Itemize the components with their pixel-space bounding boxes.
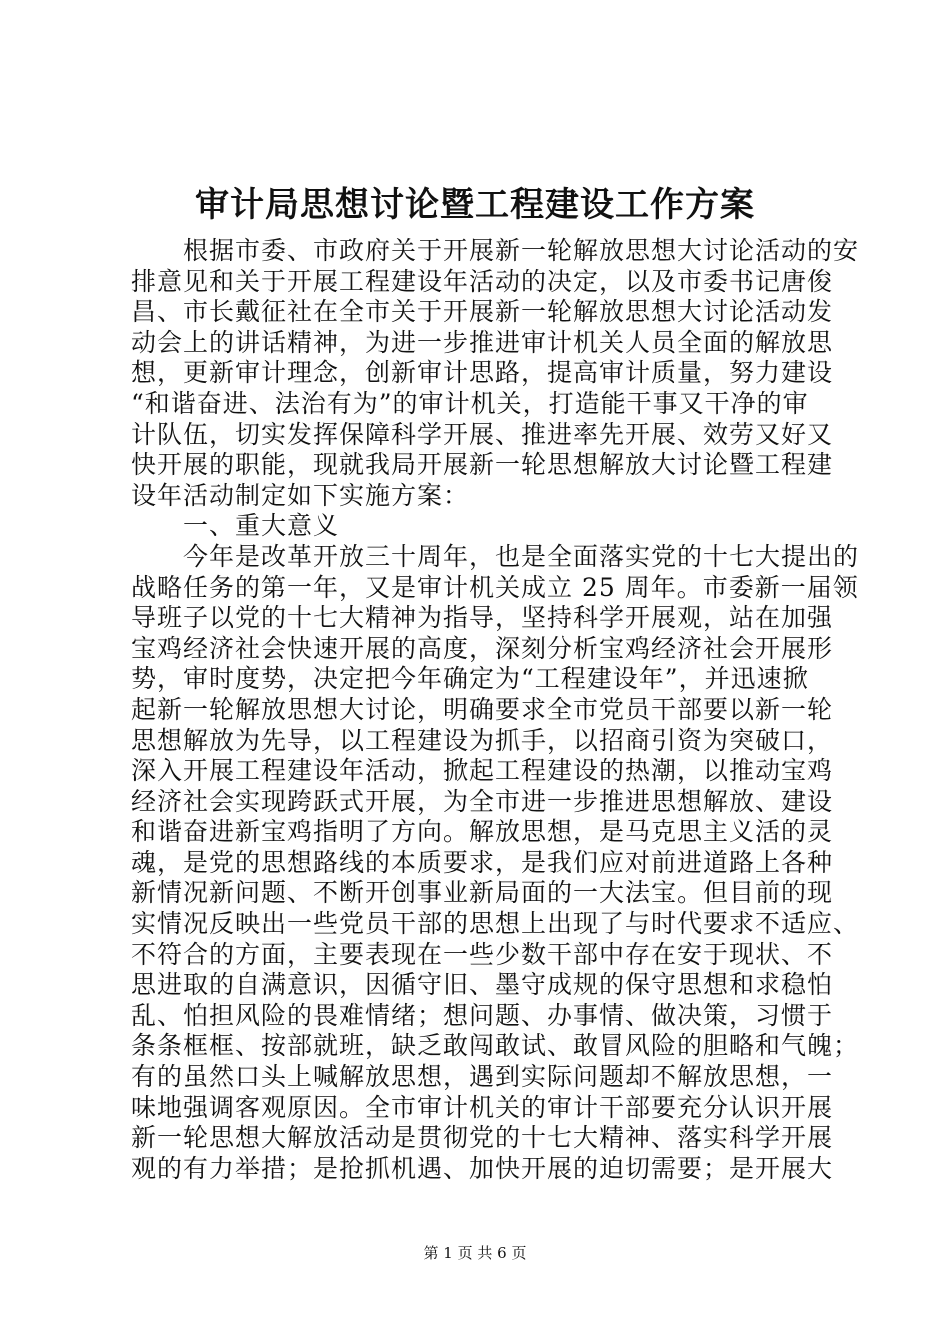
- text-line: 想，更新审计理念，创新审计思路，提高审计质量，努力建设: [131, 358, 834, 388]
- text-line: 根据市委、市政府关于开展新一轮解放思想大讨论活动的安: [131, 236, 860, 265]
- text-line: 设年活动制定如下实施方案：: [131, 480, 470, 510]
- document-title: 审计局思想讨论暨工程建设工作方案: [195, 185, 755, 225]
- text-line: 计队伍，切实发挥保障科学开展、推进率先开展、效劳又好又: [131, 419, 834, 449]
- text-line: 深入开展工程建设年活动，掀起工程建设的热潮，以推动宝鸡: [131, 756, 834, 786]
- text-line: 味地强调客观原因。全市审计机关的审计干部要充分认识开展: [131, 1092, 834, 1122]
- text-line: 乱、怕担风险的畏难情绪；想问题、办事情、做决策，习惯于: [131, 1000, 834, 1030]
- page-indicator: 第 1 页 共 6 页: [423, 1244, 527, 1262]
- text-line: 新情况新问题、不断开创事业新局面的一大法宝。但目前的现: [131, 878, 834, 908]
- text-line: 起新一轮解放思想大讨论，明确要求全市党员干部要以新一轮: [131, 694, 834, 724]
- text-line: 排意见和关于开展工程建设年活动的决定，以及市委书记唐俊: [131, 266, 834, 296]
- text-line: 不符合的方面，主要表现在一些少数干部中存在安于现状、不: [131, 939, 834, 969]
- text-line: 有的虽然口头上喊解放思想，遇到实际问题却不解放思想，一: [131, 1062, 834, 1092]
- document-body: [131, 236, 860, 1184]
- text-line: 新一轮思想大解放活动是贯彻党的十七大精神、落实科学开展: [131, 1123, 834, 1153]
- text-line: 宝鸡经济社会快速开展的高度，深刻分析宝鸡经济社会开展形: [131, 633, 834, 663]
- text-line: “和谐奋进、法治有为”的审计机关，打造能干事又干净的审: [131, 388, 809, 418]
- text-line: 实情况反映出一些党员干部的思想上出现了与时代要求不适应、: [131, 909, 860, 939]
- text-line: 导班子以党的十七大精神为指导，坚持科学开展观，站在加强: [131, 603, 834, 633]
- text-line: 快开展的职能，现就我局开展新一轮思想解放大讨论暨工程建: [131, 450, 834, 480]
- text-line: 经济社会实现跨跃式开展，为全市进一步推进思想解放、建设: [131, 786, 834, 816]
- text-line: 昌、市长戴征社在全市关于开展新一轮解放思想大讨论活动发: [131, 297, 834, 327]
- text-line: 观的有力举措；是抢抓机遇、加快开展的迫切需要；是开展大: [131, 1153, 834, 1183]
- text-line: 魂，是党的思想路线的本质要求，是我们应对前进道路上各种: [131, 847, 834, 877]
- text-line: 势，审时度势，决定把今年确定为“工程建设年”，并迅速掀: [131, 664, 809, 694]
- text-line: 思进取的自满意识，因循守旧、墨守成规的保守思想和求稳怕: [131, 970, 834, 1000]
- section-heading: 一、重大意义: [131, 511, 340, 541]
- text-line: 动会上的讲话精神，为进一步推进审计机关人员全面的解放思: [131, 327, 834, 357]
- text-line: 今年是改革开放三十周年，也是全面落实党的十七大提出的: [131, 541, 860, 571]
- text-line: 和谐奋进新宝鸡指明了方向。解放思想，是马克思主义活的灵: [131, 817, 834, 847]
- text-line: 战略任务的第一年，又是审计机关成立 25 周年。市委新一届领: [131, 572, 859, 602]
- text-line: 思想解放为先导，以工程建设为抓手，以招商引资为突破口，: [131, 725, 834, 755]
- text-line: 条条框框、按部就班，缺乏敢闯敢试、敢冒风险的胆略和气魄；: [131, 1031, 860, 1061]
